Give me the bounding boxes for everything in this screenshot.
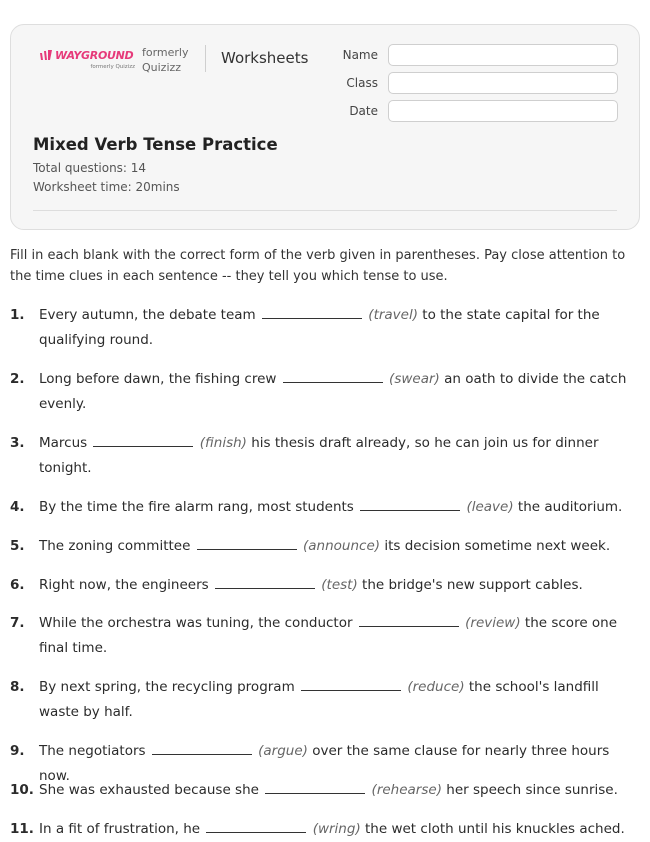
logo-subtext: formerly Quizizz: [90, 64, 135, 70]
question-2: [10, 367, 642, 417]
question-number: 7.: [10, 615, 25, 631]
answer-blank[interactable]: [206, 819, 306, 833]
date-field[interactable]: [388, 100, 618, 122]
date-label: Date: [349, 104, 378, 118]
verb-hint: (swear): [389, 371, 440, 387]
question-number: 1.: [10, 307, 25, 323]
verb-hint: (wring): [312, 821, 361, 837]
question-text: the score one final time.: [39, 615, 618, 656]
question-text: Every autumn, the debate team: [39, 307, 256, 323]
question-text: By the time the fire alarm rang, most students: [39, 499, 354, 515]
question-text: While the orchestra was tuning, the conductor: [39, 615, 353, 631]
question-text: Marcus: [39, 435, 88, 451]
logo-wordmark: WAYGROUND: [55, 49, 134, 62]
section-label: Worksheets: [221, 49, 309, 67]
question-text: her speech since sunrise.: [446, 782, 618, 798]
verb-hint: (rehearse): [371, 782, 442, 798]
question-number: 9.: [10, 743, 25, 759]
question-3: [10, 431, 642, 481]
question-text: Right now, the engineers: [39, 577, 209, 593]
worksheet-time: Worksheet time: 20mins: [33, 180, 180, 194]
answer-blank[interactable]: [283, 369, 383, 383]
instructions: Fill in each blank with the correct form of the verb given in parentheses. Pay close attention to the time clues in each sentence -- they tell you which tense to use.: [10, 248, 626, 284]
question-text: an oath to divide the catch evenly.: [39, 371, 627, 412]
verb-hint: (travel): [368, 307, 418, 323]
wayground-logo: [39, 49, 137, 70]
quizizz-line: Quizizz: [142, 61, 182, 74]
wayground-logo-icon: [39, 50, 53, 61]
verb-hint: (finish): [199, 435, 247, 451]
question-text: In a fit of frustration, he: [39, 821, 201, 837]
question-5: [10, 534, 642, 559]
name-label: Name: [342, 48, 378, 62]
formerly-line: formerly: [142, 46, 189, 59]
question-text: The negotiators: [39, 743, 146, 759]
question-10: [10, 778, 642, 803]
verb-hint: (test): [321, 577, 358, 593]
worksheet-header: [10, 24, 640, 230]
question-text: Long before dawn, the fishing crew: [39, 371, 277, 387]
question-text: its decision sometime next week.: [384, 538, 611, 554]
question-number: 4.: [10, 499, 25, 515]
answer-blank[interactable]: [215, 575, 315, 589]
question-number: 2.: [10, 371, 25, 387]
answer-blank[interactable]: [360, 497, 460, 511]
question-text: to the state capital for the qualifying round.: [39, 307, 600, 348]
answer-blank[interactable]: [197, 536, 297, 550]
question-text: the school's landfill waste by half.: [39, 679, 599, 720]
name-field[interactable]: [388, 44, 618, 66]
question-text: She was exhausted because she: [39, 782, 259, 798]
question-6: [10, 573, 642, 598]
question-number: 3.: [10, 435, 25, 451]
question-number: 11.: [10, 821, 34, 837]
header-divider: [205, 45, 206, 72]
answer-blank[interactable]: [152, 741, 252, 755]
answer-blank[interactable]: [265, 780, 365, 794]
question-number: 5.: [10, 538, 25, 554]
question-text: over the same clause for nearly three hours now.: [39, 743, 610, 784]
question-11: [10, 817, 642, 842]
verb-hint: (leave): [466, 499, 514, 515]
verb-hint: (review): [465, 615, 521, 631]
question-number: 6.: [10, 577, 25, 593]
question-1: [10, 303, 642, 353]
answer-blank[interactable]: [359, 613, 459, 627]
question-text: By next spring, the recycling program: [39, 679, 295, 695]
question-number: 10.: [10, 782, 34, 798]
class-label: Class: [346, 76, 378, 90]
verb-hint: (announce): [303, 538, 381, 554]
formerly-quizizz: [142, 45, 189, 75]
total-questions: Total questions: 14: [33, 161, 147, 175]
question-text: the auditorium.: [517, 499, 623, 515]
class-field[interactable]: [388, 72, 618, 94]
question-7: [10, 611, 642, 661]
verb-hint: (reduce): [407, 679, 465, 695]
question-8: [10, 675, 642, 725]
question-number: 8.: [10, 679, 25, 695]
question-text: the wet cloth until his knuckles ached.: [365, 821, 625, 837]
answer-blank[interactable]: [262, 305, 362, 319]
question-text: The zoning committee: [39, 538, 191, 554]
answer-blank[interactable]: [301, 677, 401, 691]
question-4: [10, 495, 642, 520]
answer-blank[interactable]: [93, 433, 193, 447]
verb-hint: (argue): [258, 743, 308, 759]
header-rule: [33, 210, 617, 211]
question-text: the bridge's new support cables.: [362, 577, 583, 593]
worksheet-title: Mixed Verb Tense Practice: [33, 135, 278, 154]
question-text: his thesis draft already, so he can join us for dinner tonight.: [39, 435, 599, 476]
